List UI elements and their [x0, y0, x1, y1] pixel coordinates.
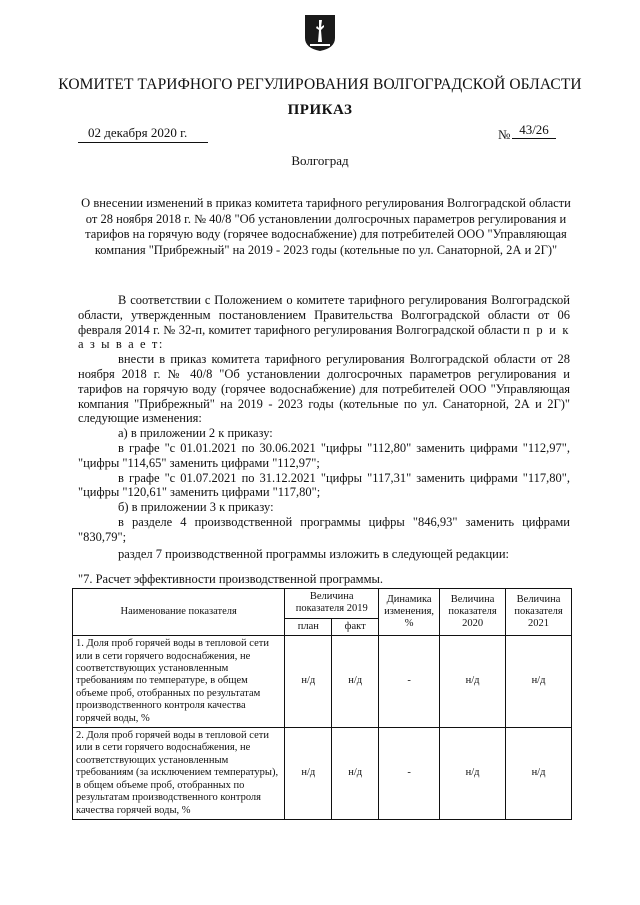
row-dynamics: -: [379, 636, 440, 728]
row-name: 2. Доля проб горячей воды в тепловой сети или в сети горячего водоснабжения, не соответствующих установленным требованиям (за исключением температуры), в общем объеме проб, отобранных по результатам производственного контроля качества горячей воды, %: [73, 728, 285, 820]
order-body: [78, 293, 570, 561]
order-date: 02 декабря 2020 г.: [88, 125, 188, 140]
number-sign: №: [498, 127, 511, 142]
header-dynamics: Динамика изменения, %: [379, 589, 440, 636]
paragraph-6: в разделе 4 производственной программы цифры "846,93" заменить цифрами "830,79";: [78, 514, 570, 544]
paragraph-3: в графе "с 01.01.2021 по 30.06.2021 "цифры "112,80" заменить цифрами "112,97", "цифры "114,65" заменить цифрами "112,97";: [78, 440, 570, 470]
header-name: Наименование показателя: [73, 589, 285, 636]
row-plan: н/д: [285, 636, 332, 728]
row-2021: н/д: [506, 636, 572, 728]
committee-name: КОМИТЕТ ТАРИФНОГО РЕГУЛИРОВАНИЯ ВОЛГОГРАДСКОЙ ОБЛАСТИ: [58, 76, 582, 93]
document-type: ПРИКАЗ: [287, 102, 353, 118]
header-plan: план: [285, 618, 332, 635]
row-2020: н/д: [440, 728, 506, 820]
coat-of-arms-emblem: [304, 14, 336, 52]
header-2019: Величина показателя 2019: [285, 589, 379, 619]
order-number: 43/26: [512, 122, 556, 139]
date-underline: [78, 142, 208, 143]
intro-paragraph: [78, 293, 570, 352]
row-fact: н/д: [332, 636, 379, 728]
table-row: [73, 728, 572, 820]
header-2021: Величина показателя 2021: [506, 589, 572, 636]
paragraph-2: а) в приложении 2 к приказу:: [118, 426, 273, 441]
efficiency-table: [72, 588, 572, 820]
city: Волгоград: [291, 153, 349, 168]
paragraph-4: в графе "с 01.07.2021 по 31.12.2021 "цифры "117,31" заменить цифрами "117,80", "цифры "120,61" заменить цифрами "117,80";: [78, 470, 570, 500]
table-title: "7. Расчет эффективности производственной программы.: [78, 572, 383, 586]
row-2020: н/д: [440, 636, 506, 728]
orders-word: п р и к а з ы в а е т:: [78, 322, 571, 352]
row-plan: н/д: [285, 728, 332, 820]
header-2020: Величина показателя 2020: [440, 589, 506, 636]
paragraph-5: б) в приложении 3 к приказу:: [118, 500, 274, 515]
order-subject: О внесении изменений в приказ комитета тарифного регулирования Волгоградской области от 28 ноября 2018 г. № 40/8 "Об установлении долгосрочных параметров регулирования и тарифов на горячую воду (горячее водоснабжение) для потребителей ООО "Управляющая компания "Прибрежный" на 2019 - 2023 годы (котельные по ул. Санаторной, 2А и 2Г)": [81, 196, 571, 257]
intro-text: В соответствии с Положением о комитете тарифного регулирования Волгоградской области, утвержденным постановлением Правительства Волгоградской области от 06 февраля 2014 г. № 32-п, комитет тарифного регулирования Волгоградской области: [78, 293, 570, 337]
paragraph-1: внести в приказ комитета тарифного регулирования Волгоградской области от 28 ноября 2018 г. № 40/8 "Об установлении долгосрочных параметров регулирования и тарифов на горячую воду (горячее водоснабжение) для потребителей ООО "Управляющая компания "Прибрежный" на 2019 - 2023 годы (котельные по ул. Санаторной, 2А и 2Г)" следующие изменения:: [78, 352, 570, 426]
row-name: 1. Доля проб горячей воды в тепловой сети или в сети горячего водоснабжения, не соответствующих установленным требованиям по температуре, в общем объеме проб, отобранных по результатам производственного контроля качества горячей воды, %: [73, 636, 285, 728]
header-fact: факт: [332, 618, 379, 635]
row-fact: н/д: [332, 728, 379, 820]
row-2021: н/д: [506, 728, 572, 820]
paragraph-7: раздел 7 производственной программы изложить в следующей редакции:: [118, 546, 510, 561]
table-header-row: [73, 589, 572, 619]
table-row: [73, 636, 572, 728]
volgograd-coat-of-arms-icon: [304, 14, 336, 52]
row-dynamics: -: [379, 728, 440, 820]
